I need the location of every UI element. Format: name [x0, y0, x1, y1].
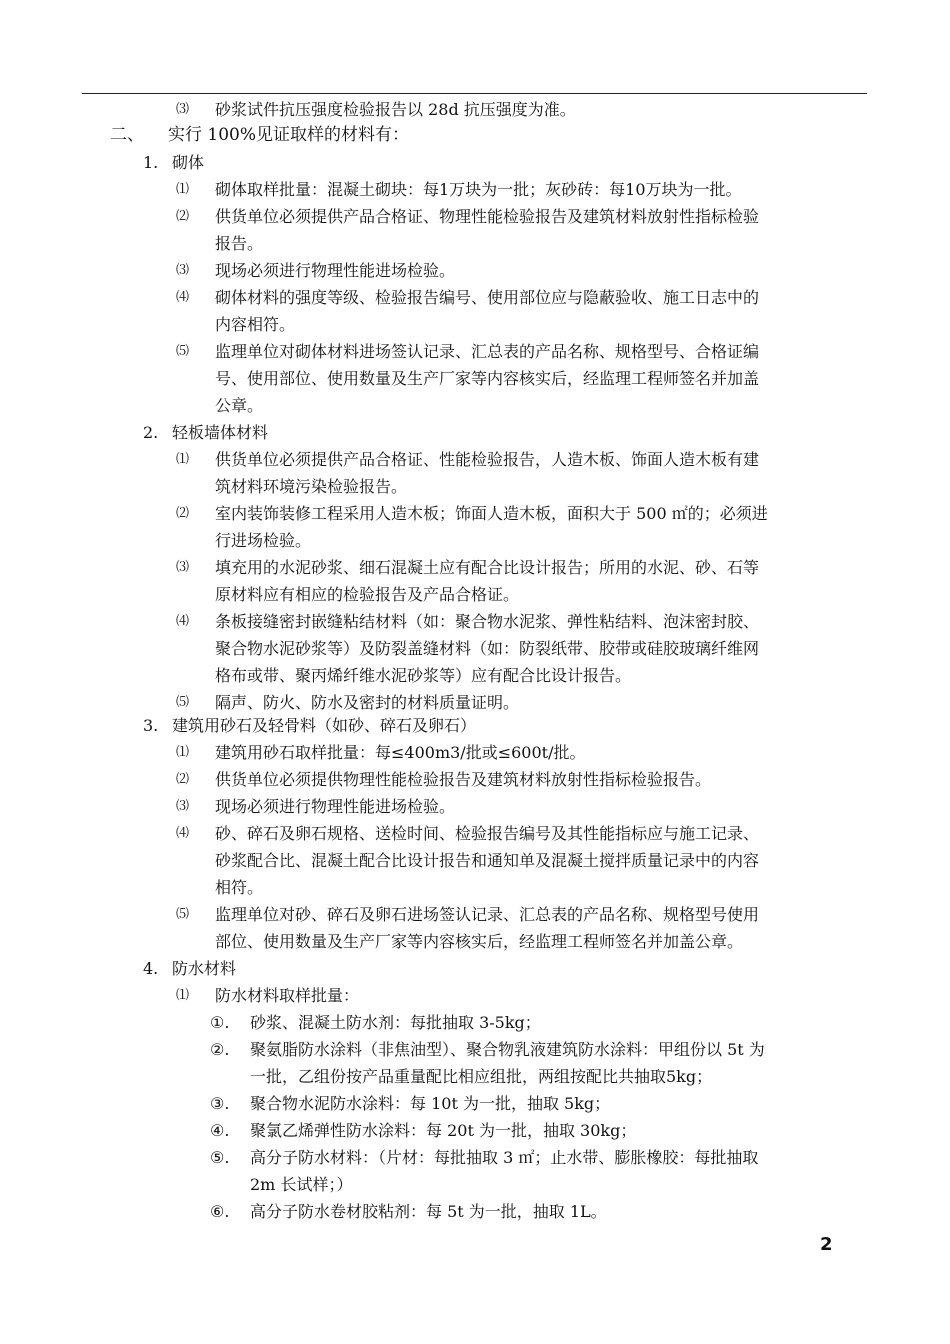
item-marker: ⑶ [176, 799, 190, 814]
item-text: 建筑用砂石取样批量：每≤400m3/批或≤600t/批。 [215, 743, 586, 762]
group-marker: 3. [143, 716, 159, 735]
item-marker: ⑴ [176, 745, 190, 760]
item-text: 室内装饰装修工程采用人造木板；饰面人造木板，面积大于 500 ㎡的；必须进 [215, 504, 768, 523]
item-marker: ⑴ [176, 452, 190, 467]
item-text: 条板接缝密封嵌缝粘结材料（如：聚合物水泥浆、弹性粘结料、泡沫密封胶、 [215, 612, 760, 631]
item-text: 供货单位必须提供产品合格证、性能检验报告，人造木板、饰面人造木板有建 [215, 450, 760, 469]
item-marker: ⑴ [176, 988, 190, 1003]
item-text: 隔声、防火、防水及密封的材料质量证明。 [215, 693, 520, 712]
item-text: 公章。 [215, 396, 264, 415]
group-title: 防水材料 [172, 959, 237, 978]
item-marker: ⑷ [176, 614, 190, 629]
item-text: 砂浆配合比、混凝土配合比设计报告和通知单及混凝土搅拌质量记录中的内容 [215, 851, 760, 870]
group-marker: 2. [143, 423, 159, 442]
group-title: 建筑用砂石及轻骨料（如砂、碎石及卵石） [172, 716, 477, 735]
item-text: 原材料应有相应的检验报告及产品合格证。 [215, 585, 520, 604]
item-text: 砂浆试件抗压强度检验报告以 28d 抗压强度为准。 [215, 100, 576, 119]
item-text: 填充用的水泥砂浆、细石混凝土应有配合比设计报告；所用的水泥、砂、石等 [215, 558, 760, 577]
subitem-text: 高分子防水材料：（片材：每批抽取 3 ㎡；止水带、膨胀橡胶：每批抽取 [250, 1148, 759, 1167]
item-text: 部位、使用数量及生产厂家等内容核实后，经监理工程师签名并加盖公章。 [215, 932, 744, 951]
item-marker: ⑸ [176, 344, 190, 359]
group-marker: 1. [143, 153, 159, 172]
subitem-marker: ④. [210, 1121, 230, 1140]
item-marker: ⑵ [176, 209, 190, 224]
item-marker: ⑸ [176, 695, 190, 710]
subitem-marker: ③. [210, 1094, 230, 1113]
item-text: 号、使用部位、使用数量及生产厂家等内容核实后，经监理工程师签名并加盖 [215, 369, 760, 388]
item-text: 行进场检验。 [215, 531, 312, 550]
item-text: 砌体取样批量：混凝土砌块：每1万块为一批；灰砂砖：每10万块为一批。 [215, 180, 742, 199]
item-text: 砂、碎石及卵石规格、送检时间、检验报告编号及其性能指标应与施工记录、 [215, 824, 760, 843]
item-text: 现场必须进行物理性能进场检验。 [215, 797, 456, 816]
item-marker: ⑶ [176, 263, 190, 278]
item-marker: ⑵ [176, 506, 190, 521]
item-text: 监理单位对砌体材料进场签认记录、汇总表的产品名称、规格型号、合格证编 [215, 342, 760, 361]
group-marker: 4. [143, 959, 159, 978]
page-number: 2 [820, 1234, 833, 1255]
group-title: 轻板墙体材料 [172, 423, 269, 442]
item-marker: ⑵ [176, 772, 190, 787]
item-text: 现场必须进行物理性能进场检验。 [215, 261, 456, 280]
subitem-text: 聚合物水泥防水涂料：每 10t 为一批，抽取 5kg； [250, 1094, 611, 1113]
item-text: 相符。 [215, 878, 264, 897]
group-title: 砌体 [172, 153, 205, 172]
item-marker: ⑸ [176, 907, 190, 922]
subitem-text: 聚氯乙烯弹性防水涂料：每 20t 为一批，抽取 30kg； [250, 1121, 637, 1140]
item-text: 报告。 [215, 234, 264, 253]
section-title: 实行 100%见证取样的材料有： [168, 125, 410, 145]
item-marker: ⑷ [176, 290, 190, 305]
item-marker: ⑶ [176, 102, 190, 117]
item-marker: ⑷ [176, 826, 190, 841]
item-text: 供货单位必须提供产品合格证、物理性能检验报告及建筑材料放射性指标检验 [215, 207, 760, 226]
item-marker: ⑴ [176, 182, 190, 197]
item-text: 筑材料环境污染检验报告。 [215, 477, 408, 496]
item-text: 监理单位对砂、碎石及卵石进场签认记录、汇总表的产品名称、规格型号使用 [215, 905, 760, 924]
subitem-text: 2m 长试样；） [250, 1175, 353, 1194]
item-text: 供货单位必须提供物理性能检验报告及建筑材料放射性指标检验报告。 [215, 770, 712, 789]
item-text: 内容相符。 [215, 315, 296, 334]
subitem-marker: ⑤. [210, 1148, 230, 1167]
subitem-text: 一批，乙组份按产品重量配比相应组批，两组按配比共抽取5kg； [250, 1067, 713, 1086]
subitem-marker: ①. [210, 1013, 230, 1032]
header-rule [82, 93, 867, 94]
item-text: 防水材料取样批量： [215, 986, 360, 1005]
subitem-text: 高分子防水卷材胶粘剂：每 5t 为一批，抽取 1L。 [250, 1202, 607, 1221]
subitem-text: 砂浆、混凝土防水剂：每批抽取 3-5kg； [250, 1013, 541, 1032]
item-text: 聚合物水泥砂浆等）及防裂盖缝材料（如：防裂纸带、胶带或硅胶玻璃纤维网 [215, 639, 760, 658]
subitem-text: 聚氨脂防水涂料（非焦油型）、聚合物乳液建筑防水涂料：甲组份以 5t 为 [250, 1040, 765, 1059]
item-text: 格布或带、聚丙烯纤维水泥砂浆等）应有配合比设计报告。 [215, 666, 632, 685]
subitem-marker: ②. [210, 1040, 230, 1059]
item-marker: ⑶ [176, 560, 190, 575]
subitem-marker: ⑥. [210, 1202, 230, 1221]
section-marker: 二、 [110, 125, 144, 145]
item-text: 砌体材料的强度等级、检验报告编号、使用部位应与隐蔽验收、施工日志中的 [215, 288, 760, 307]
